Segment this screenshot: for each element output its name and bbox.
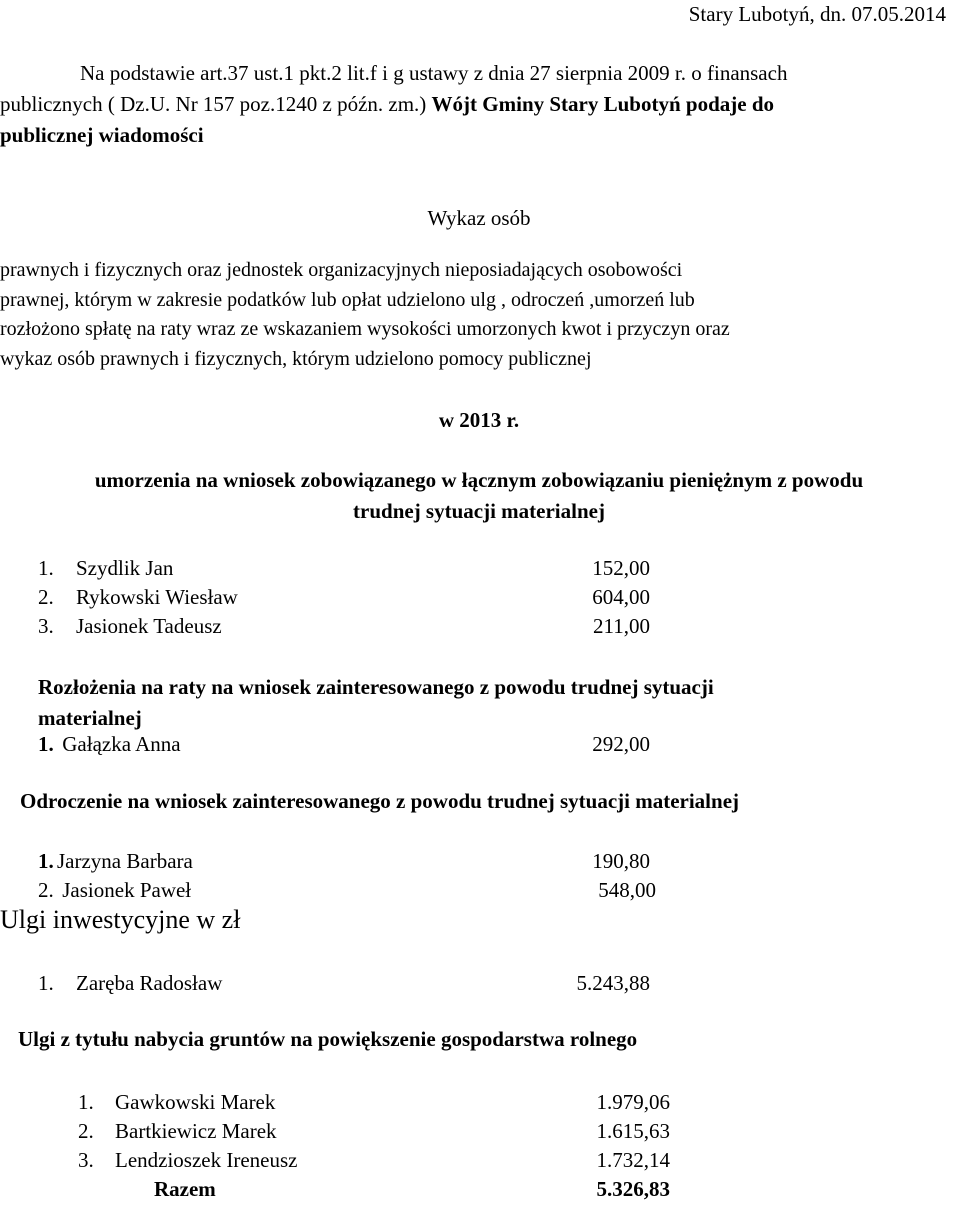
item-name: Gałązka Anna xyxy=(57,732,181,756)
item-number: 1. xyxy=(38,556,54,580)
ulgi-inwestycyjne-heading: Ulgi inwestycyjne w zł xyxy=(0,905,241,934)
item-amount: 604,00 xyxy=(592,585,650,609)
item-amount: 211,00 xyxy=(593,614,650,638)
item-number: 2. xyxy=(38,585,54,609)
item-amount: 5.243,88 xyxy=(576,971,650,995)
item-number: 1. xyxy=(38,971,54,995)
item-number: 1. xyxy=(38,732,54,756)
umorzenia-heading-line-1: umorzenia na wniosek zobowiązanego w łącznym zobowiązaniu pieniężnym z powodu xyxy=(94,468,864,492)
item-name: Lendzioszek Ireneusz xyxy=(115,1148,298,1172)
document-title: Wykaz osób xyxy=(427,206,531,230)
item-name: Szydlik Jan xyxy=(76,556,174,580)
item-amount: 292,00 xyxy=(592,732,650,756)
item-name: Jarzyna Barbara xyxy=(57,849,193,873)
item-amount: 1.979,06 xyxy=(596,1090,670,1114)
rozlozenia-heading-line-1: Rozłożenia na raty na wniosek zainteresowanego z powodu trudnej sytuacji xyxy=(38,675,714,699)
item-number: 2. xyxy=(78,1119,94,1143)
odroczenie-heading: Odroczenie na wniosek zainteresowanego z powodu trudnej sytuacji materialnej xyxy=(20,789,740,813)
intro-paragraph xyxy=(0,58,958,151)
description-line: prawnej, którym w zakresie podatków lub opłat udzielono ulg , odroczeń ,umorzeń lub xyxy=(0,288,695,311)
item-number: 3. xyxy=(78,1148,94,1172)
item-name: Gawkowski Marek xyxy=(115,1090,276,1114)
rozlozenia-heading-line-2: materialnej xyxy=(38,706,142,730)
item-amount: 152,00 xyxy=(592,556,650,580)
intro-line-2 xyxy=(0,89,958,120)
item-amount: 548,00 xyxy=(598,878,656,902)
item-name: Jasionek Paweł xyxy=(57,878,192,902)
total-amount: 5.326,83 xyxy=(596,1177,670,1201)
rozlozenia-heading xyxy=(38,672,938,734)
intro-line-2-bold: Wójt Gminy Stary Lubotyń podaje do xyxy=(431,92,775,116)
total-label: Razem xyxy=(154,1177,216,1201)
intro-line-1: Na podstawie art.37 ust.1 pkt.2 lit.f i g ustawy z dnia 27 sierpnia 2009 r. o finansach xyxy=(80,61,788,85)
item-name: Bartkiewicz Marek xyxy=(115,1119,277,1143)
place-date: Stary Lubotyń, dn. 07.05.2014 xyxy=(688,2,946,26)
umorzenia-heading xyxy=(0,465,958,527)
item-number: 1. xyxy=(78,1090,94,1114)
item-number: 2. xyxy=(38,878,54,902)
intro-line-2-text: publicznych ( Dz.U. Nr 157 poz.1240 z późn. zm.) xyxy=(0,92,432,116)
year-heading: w 2013 r. xyxy=(438,408,520,432)
item-number: 1. xyxy=(38,849,54,873)
item-amount: 1.732,14 xyxy=(596,1148,670,1172)
description-line: wykaz osób prawnych i fizycznych, którym udzielono pomocy publicznej xyxy=(0,347,592,370)
ulgi-grunty-heading: Ulgi z tytułu nabycia gruntów na powiększenie gospodarstwa rolnego xyxy=(18,1027,638,1051)
intro-line-3: publicznej wiadomości xyxy=(0,123,204,147)
description-paragraph xyxy=(0,256,958,374)
description-line: prawnych i fizycznych oraz jednostek organizacyjnych nieposiadających osobowości xyxy=(0,259,683,281)
item-amount: 190,80 xyxy=(592,849,650,873)
item-amount: 1.615,63 xyxy=(596,1119,670,1143)
item-number: 3. xyxy=(38,614,54,638)
item-name: Zaręba Radosław xyxy=(76,971,223,995)
umorzenia-heading-line-2: trudnej sytuacji materialnej xyxy=(353,499,605,523)
description-line: rozłożono spłatę na raty wraz ze wskazaniem wysokości umorzonych kwot i przyczyn oraz xyxy=(0,318,730,340)
item-name: Rykowski Wiesław xyxy=(76,585,238,609)
item-name: Jasionek Tadeusz xyxy=(76,614,222,638)
